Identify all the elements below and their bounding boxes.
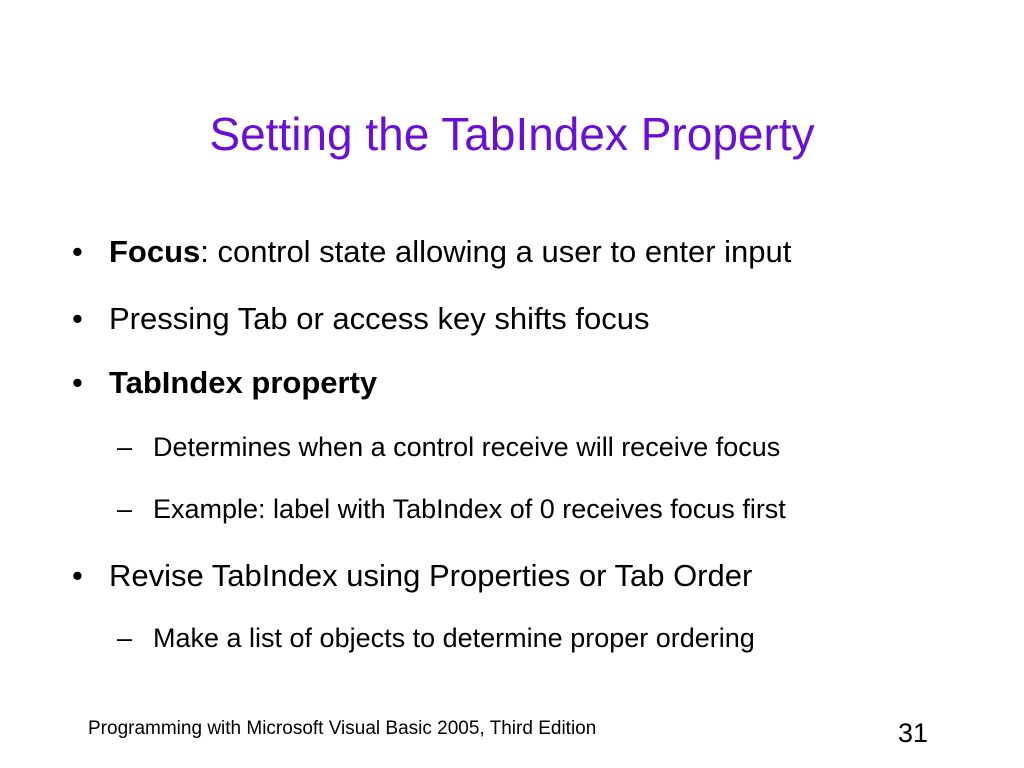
bullet-rest: Pressing Tab or access key shifts focus xyxy=(109,301,650,336)
sub-bullet-text: Make a list of objects to determine proper ordering xyxy=(153,623,755,653)
sub-bullet-text: Example: label with TabIndex of 0 receives focus first xyxy=(153,494,786,524)
bullet-rest: Revise TabIndex using Properties or Tab Order xyxy=(109,558,753,593)
bullet-marker: • xyxy=(72,234,83,269)
bullet-marker: • xyxy=(72,365,83,400)
bullet-marker: • xyxy=(72,558,83,593)
bullet-marker: • xyxy=(72,301,83,336)
bullet-text xyxy=(109,367,377,398)
bullet-rest: : control state allowing a user to enter input xyxy=(200,234,792,269)
bullet-bold-lead: TabIndex property xyxy=(109,365,378,400)
sub-bullet-marker: – xyxy=(117,494,133,524)
bullet-text xyxy=(109,236,791,267)
bullet-text xyxy=(109,560,752,591)
slide-title: Setting the TabIndex Property xyxy=(209,108,815,160)
sub-bullet-text: Determines when a control receive will receive focus xyxy=(153,432,781,462)
page-number: 31 xyxy=(898,718,929,748)
footer-text: Programming with Microsoft Visual Basic 2005, Third Edition xyxy=(88,718,597,739)
bullet-bold-lead: Focus xyxy=(109,234,201,269)
sub-bullet-marker: – xyxy=(117,623,133,653)
bullet-text xyxy=(109,303,649,334)
sub-bullet-marker: – xyxy=(117,432,133,462)
